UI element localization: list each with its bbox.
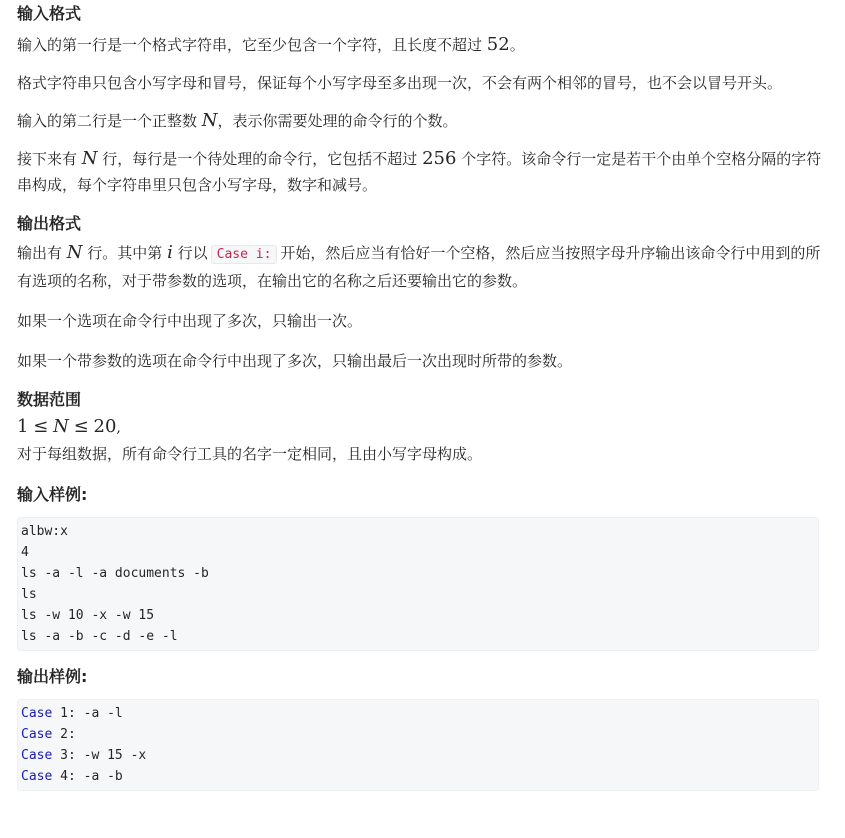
input-format-p3: 输入的第二行是一个正整数 N，表示你需要处理的命令行的个数。: [17, 110, 458, 131]
keyword: Case: [21, 769, 53, 784]
code-line: Case 2:: [21, 727, 76, 742]
math-N: N: [66, 242, 83, 263]
data-range-heading: 数据范围: [17, 390, 82, 409]
output-format-p2: 如果一个选项在命令行中出现了多次，只输出一次。: [17, 312, 363, 330]
sample-output-code-block: [17, 699, 819, 791]
output-format-p3: 如果一个带参数的选项在命令行中出现了多次，只输出最后一次出现时所带的参数。: [17, 352, 573, 370]
code-line: albw:x: [21, 524, 68, 539]
math-N: N: [201, 110, 218, 131]
inline-code-case-i: Case i:: [211, 245, 278, 264]
code-line: 4: [21, 545, 29, 560]
math-256: 256: [422, 148, 457, 169]
data-range-math: 1 ≤ N ≤ 20,: [17, 416, 121, 437]
sample-input-code-block: [17, 517, 819, 651]
code-line: Case 3: -w 15 -x: [21, 748, 147, 763]
keyword: Case: [21, 706, 53, 721]
input-format-p1: 输入的第一行是一个格式字符串，它至少包含一个字符，且长度不超过 52。: [17, 34, 525, 55]
keyword: Case: [21, 727, 53, 742]
sample-output-heading: 输出样例:: [17, 667, 88, 686]
output-format-heading: 输出格式: [17, 214, 82, 233]
code-line: ls: [21, 587, 37, 602]
input-format-heading: 输入格式: [17, 4, 82, 23]
code-line: ls -w 10 -x -w 15: [21, 608, 155, 623]
code-line: Case 1: -a -l: [21, 706, 123, 721]
code-line: ls -a -b -c -d -e -l: [21, 629, 178, 644]
code-line: ls -a -l -a documents -b: [21, 566, 209, 581]
data-range-p1: 对于每组数据，所有命令行工具的名字一定相同，且由小写字母构成。: [17, 445, 483, 463]
math-i: i: [167, 242, 173, 263]
input-format-p2: 格式字符串只包含小写字母和冒号，保证每个小写字母至多出现一次，不会有两个相邻的冒号，也不会以冒号开头。: [17, 74, 783, 92]
input-format-p4: 接下来有 N 行，每行是一个待处理的命令行，它包括不超过 256 个字符。该命令行一定是若干个由单个空格分隔的字符串构成，每个字符串里只包含小写字母，数字和减号。: [17, 148, 822, 194]
sample-input-heading: 输入样例:: [17, 485, 88, 504]
keyword: Case: [21, 748, 53, 763]
output-format-p1: 输出有 N 行。其中第 i 行以 Case i: 开始，然后应当有恰好一个空格，然后应当按照字母升序输出该命令行中用到的所有选项的名称，对于带参数的选项，在输出它的名称之后还要输出它的参数。: [17, 242, 821, 290]
math-N: N: [81, 148, 98, 169]
code-line: Case 4: -a -b: [21, 769, 123, 784]
math-52: 52: [486, 34, 510, 55]
